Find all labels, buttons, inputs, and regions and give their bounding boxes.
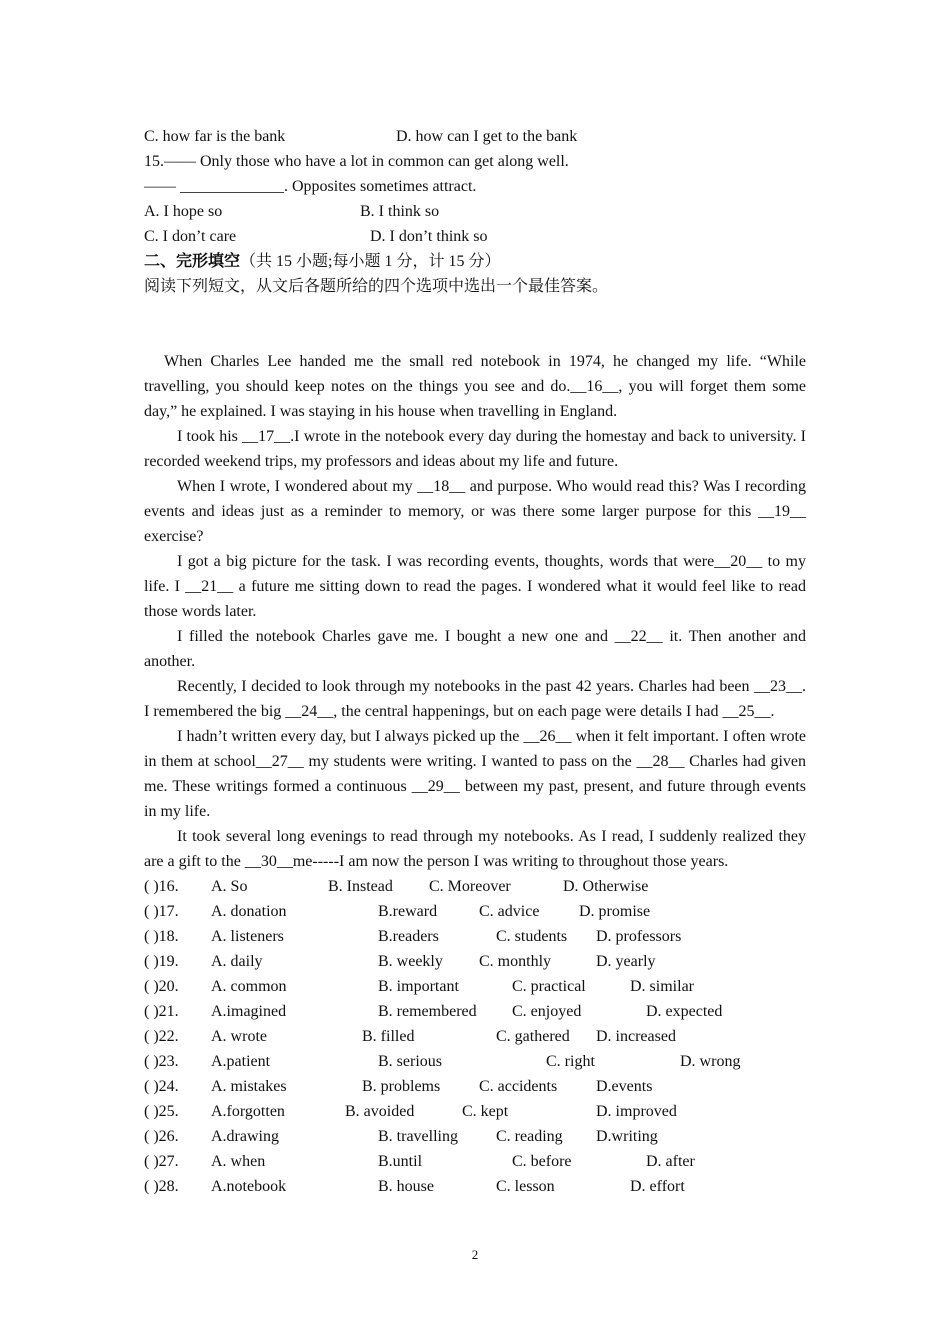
option-b: B. serious: [378, 1053, 442, 1070]
question-number: ( )26.: [144, 1128, 179, 1145]
option-d: D. Otherwise: [563, 878, 649, 895]
option-b: B. remembered: [378, 1003, 477, 1020]
question-row: [144, 949, 806, 974]
option-b: B.readers: [378, 928, 439, 945]
option-c: C. kept: [462, 1103, 509, 1120]
q15-option-b: B. I think so: [360, 203, 440, 220]
question-number: ( )16.: [144, 878, 179, 895]
option-c: C. right: [546, 1053, 595, 1070]
option-d: D.events: [596, 1078, 653, 1095]
option-b: B. problems: [362, 1078, 441, 1095]
q15-options-row-1: [144, 199, 806, 224]
question-row: [144, 974, 806, 999]
option-b: B. house: [378, 1178, 434, 1195]
option-d: D. increased: [596, 1028, 676, 1045]
q15-option-d: D. I don’t think so: [370, 228, 488, 245]
question-row: [144, 999, 806, 1024]
option-b: B. important: [378, 978, 459, 995]
option-b: B. travelling: [378, 1128, 458, 1145]
option-c: C. before: [512, 1153, 572, 1170]
question-number: ( )19.: [144, 953, 179, 970]
question-number: ( )17.: [144, 903, 179, 920]
option-b: B. weekly: [378, 953, 443, 970]
question-row: [144, 1024, 806, 1049]
option-b: B. filled: [362, 1028, 415, 1045]
option-a: A. listeners: [211, 928, 284, 945]
exam-page: [144, 124, 806, 1199]
section-note: （共 15 小题;每小题 1 分，计 15 分）: [240, 253, 501, 270]
question-row: [144, 1099, 806, 1124]
q15-options-row-2: [144, 224, 806, 249]
option-a: A.patient: [211, 1053, 271, 1070]
option-a: A. So: [211, 878, 248, 895]
passage-paragraph: It took several long evenings to read through my notebooks. As I read, I suddenly realized they are a gift to the __30__me-----I am now the person I was writing to throughout those years.: [144, 828, 806, 870]
q15-option-a: A. I hope so: [144, 203, 223, 220]
question-number: ( )25.: [144, 1103, 179, 1120]
passage-paragraph: When I wrote, I wondered about my __18__ and purpose. Who would read this? Was I recording events and ideas just as a reminder to memory, or was there some larger purpose for this __19__ exercise?: [144, 478, 806, 545]
q15-reply: —— _____________. Opposites sometimes attract.: [144, 178, 477, 195]
question-row: [144, 899, 806, 924]
question-row: [144, 1174, 806, 1199]
option-a: A.forgotten: [211, 1103, 285, 1120]
option-a: A. donation: [211, 903, 287, 920]
option-c: C. enjoyed: [512, 1003, 582, 1020]
option-c: C. lesson: [496, 1178, 555, 1195]
option-a: A. when: [211, 1153, 266, 1170]
question-row: [144, 924, 806, 949]
q15-stem: 15.—— Only those who have a lot in common can get along well.: [144, 153, 569, 170]
option-d: D. effort: [630, 1178, 685, 1195]
question-number: ( )18.: [144, 928, 179, 945]
option-d: D. expected: [646, 1003, 723, 1020]
option-d: D. after: [646, 1153, 695, 1170]
option-a: A.notebook: [211, 1178, 287, 1195]
question-number: ( )21.: [144, 1003, 179, 1020]
option-a: A. mistakes: [211, 1078, 287, 1095]
passage-paragraph: I took his __17__.I wrote in the notebook every day during the homestay and back to university. I recorded weekend trips, my professors and ideas about my life and future.: [144, 428, 806, 470]
option-b: B.reward: [378, 903, 438, 920]
page-number: 2: [471, 1247, 479, 1262]
passage-paragraph: When Charles Lee handed me the small red notebook in 1974, he changed my life. “While travelling, you should keep notes on the things you see and do.__16__, you will forget them some day,” he explained. I was staying in his house when travelling in England.: [144, 353, 806, 420]
question-row: [144, 1124, 806, 1149]
option-c: C. accidents: [479, 1078, 558, 1095]
option-b: B.until: [378, 1153, 423, 1170]
spacer: [144, 299, 806, 349]
option-d: D. similar: [630, 978, 694, 995]
section-heading: [144, 249, 806, 274]
question-row: [144, 1074, 806, 1099]
option-a: A.imagined: [211, 1003, 287, 1020]
option-d: D. wrong: [680, 1053, 741, 1070]
option-c: C. reading: [496, 1128, 563, 1145]
option-c: C. students: [496, 928, 568, 945]
question-row: [144, 1049, 806, 1074]
option-c: C. monthly: [479, 953, 552, 970]
question-number: ( )27.: [144, 1153, 179, 1170]
question-number: ( )28.: [144, 1178, 179, 1195]
question-row: [144, 874, 806, 899]
option-d: D.writing: [596, 1128, 658, 1145]
option-d: D. promise: [579, 903, 651, 920]
option-d: D. yearly: [596, 953, 656, 970]
question-number: ( )20.: [144, 978, 179, 995]
passage-paragraph: Recently, I decided to look through my notebooks in the past 42 years. Charles had been __23__. I remembered the big __24__, the central happenings, but on each page were details I had __25__.: [144, 678, 806, 720]
option-d: D. improved: [596, 1103, 677, 1120]
option-c: C. advice: [479, 903, 540, 920]
option-b: B. Instead: [328, 878, 393, 895]
q14-options-row: [144, 124, 806, 149]
option-c: C. gathered: [496, 1028, 570, 1045]
option-a: A. wrote: [211, 1028, 267, 1045]
section-title: 二、完形填空: [144, 253, 241, 270]
option-b: B. avoided: [345, 1103, 415, 1120]
option-a: A.drawing: [211, 1128, 279, 1145]
question-number: ( )22.: [144, 1028, 179, 1045]
section-instruction: 阅读下列短文，从文后各题所给的四个选项中选出一个最佳答案。: [144, 278, 609, 295]
option-c: C. practical: [512, 978, 586, 995]
option-a: A. common: [211, 978, 287, 995]
question-number: ( )23.: [144, 1053, 179, 1070]
passage-paragraph: I got a big picture for the task. I was recording events, thoughts, words that were__20__ to my life. I __21__ a future me sitting down to read the pages. I wondered what it would feel like to read those words later.: [144, 553, 806, 620]
option-d: D. professors: [596, 928, 682, 945]
question-number: ( )24.: [144, 1078, 179, 1095]
q15-option-c: C. I don’t care: [144, 228, 237, 245]
passage-paragraph: I filled the notebook Charles gave me. I bought a new one and __22__ it. Then another and another.: [144, 628, 806, 670]
option-c: C. Moreover: [429, 878, 511, 895]
q14-option-c: C. how far is the bank: [144, 128, 286, 145]
passage-paragraph: I hadn’t written every day, but I always picked up the __26__ when it felt important. I often wrote in them at school__27__ my students were writing. I wanted to pass on the __28__ Charles had given me. These writings formed a continuous __29__ between my past, present, and future through events in my life.: [144, 728, 806, 820]
question-row: [144, 1149, 806, 1174]
option-a: A. daily: [211, 953, 263, 970]
q14-option-d: D. how can I get to the bank: [396, 128, 578, 145]
